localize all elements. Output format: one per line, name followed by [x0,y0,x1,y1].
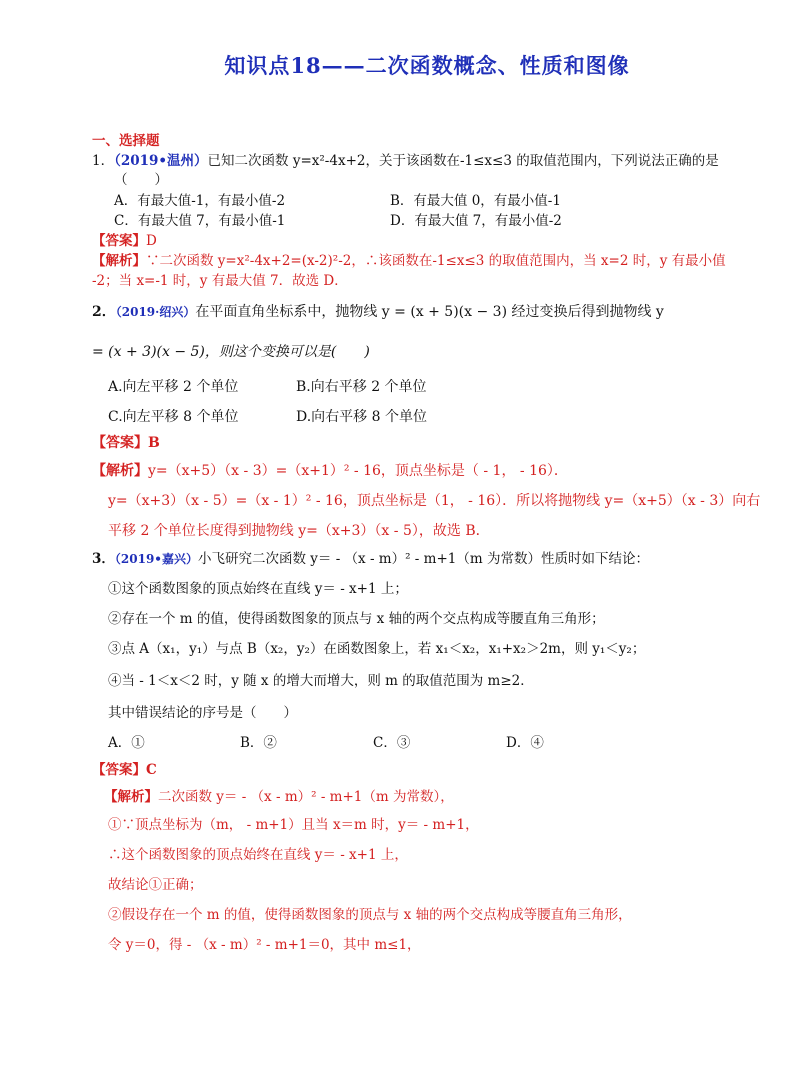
q2-analysis [92,462,568,480]
q2-source: （2019·绍兴） [115,305,196,319]
q1-answer [92,232,157,250]
q2-analysis-line1: y=（x+5）（x - 3）=（x+1）² - 16，顶点坐标是（ - 1， - 16）． [148,463,568,479]
q3-source: （2019•嘉兴） [114,552,198,566]
q3-answer-value: C [146,762,157,778]
q2-option-c: C.向左平移 8 个单位 [108,409,239,425]
page-title: 知识点18——二次函数概念、性质和图像 [224,53,630,78]
q3-stem [92,550,649,568]
q2-stem-text: 在平面直角坐标系中，抛物线 y = (x + 5)(x − 3) 经过变换后得到抛物线 y [195,304,664,320]
q1-stem [92,152,719,170]
q3-option-c: C．③ [373,735,411,751]
q1-option-c: C．有最大值 7，有最小值-1 [114,213,286,229]
q3-ask: 其中错误结论的序号是（ ） [108,705,297,721]
q2-answer [92,434,160,452]
q3-answer [92,761,157,779]
q3-analysis-line3: ∴这个函数图象的顶点始终在直线 y＝ - x+1 上， [108,847,408,863]
q1-number: 1． [92,153,115,169]
q2-option-b: B.向右平移 2 个单位 [296,379,427,395]
q1-source: （2019•温州） [114,153,208,169]
q3-analysis-line6: 令 y＝0，得 - （x - m）² - m+1＝0，其中 m≤1， [108,937,421,953]
q2-number: 2． [92,304,116,320]
q2-option-d: D.向右平移 8 个单位 [296,409,427,425]
q1-analysis-line2: -2；当 x=-1 时，y 有最大值 7．故选 D． [92,273,348,289]
q3-conclusion-4: ④当 - 1＜x＜2 时，y 随 x 的增大而增大，则 m 的取值范围为 m≥2． [108,673,534,689]
q3-analysis-line5: ②假设存在一个 m 的值，使得函数图象的顶点与 x 轴的两个交点构成等腰直角三角形， [108,907,632,923]
q1-stem-text: 已知二次函数 y=x²-4x+2，关于该函数在-1≤x≤3 的取值范围内，下列说法正确的是 [207,153,719,169]
q2-stem [92,303,664,321]
q2-answer-value: B [148,435,160,451]
q3-option-b: B．② [240,735,277,751]
section-title: 一、选择题 [92,133,160,149]
q1-option-a: A．有最大值-1，有最小值-2 [114,193,286,209]
q3-analysis [104,788,454,806]
q3-conclusion-1: ①这个函数图象的顶点始终在直线 y＝ - x+1 上； [108,581,408,597]
q1-option-d: D．有最大值 7，有最小值-2 [390,213,562,229]
q2-stem-line2: = (x + 3)(x − 5)，则这个变换可以是( ) [92,344,370,360]
q2-option-a: A.向左平移 2 个单位 [108,379,239,395]
q1-analysis [92,252,726,270]
q2-answer-label: 【答案】 [92,435,148,451]
q3-analysis-label: 【解析】 [104,789,158,805]
q2-analysis-line3: 平移 2 个单位长度得到抛物线 y=（x+3）（x - 5），故选 B． [108,523,490,539]
q2-analysis-label: 【解析】 [92,463,148,479]
q3-analysis-line2: ①∵顶点坐标为（m， - m+1）且当 x＝m 时，y＝ - m+1， [108,817,479,833]
q3-conclusion-2: ②存在一个 m 的值，使得函数图象的顶点与 x 轴的两个交点构成等腰直角三角形； [108,611,605,627]
q3-stem-text: 小飞研究二次函数 y＝ - （x - m）² - m+1（m 为常数）性质时如下结论： [197,551,649,567]
q3-conclusion-3: ③点 A（x₁，y₁）与点 B（x₂，y₂）在函数图象上，若 x₁＜x₂，x₁+x₂＞2m，则 y₁＜y₂； [108,641,646,657]
q1-analysis-line1: ∵二次函数 y=x²-4x+2=(x-2)²-2，∴该函数在-1≤x≤3 的取值范围内，当 x=2 时，y 有最小值 [146,253,726,269]
q1-analysis-label: 【解析】 [92,253,146,269]
q1-option-b: B．有最大值 0，有最小值-1 [390,193,561,209]
q1-answer-label: 【答案】 [92,233,146,249]
q1-stem-line2: （ ） [114,172,168,188]
q3-number: 3． [92,551,115,567]
q3-option-d: D．④ [506,735,544,751]
q3-answer-label: 【答案】 [92,762,146,778]
q3-option-a: A．① [108,735,145,751]
q2-analysis-line2: y=（x+3）（x - 5）=（x - 1）² - 16，顶点坐标是（1， - 16）．所以将抛物线 y=（x+5）（x - 3）向右 [108,493,761,509]
q3-analysis-line4: 故结论①正确； [108,877,203,893]
q3-analysis-line1: 二次函数 y＝ - （x - m）² - m+1（m 为常数）， [158,789,454,805]
q1-answer-value: D [146,233,157,249]
